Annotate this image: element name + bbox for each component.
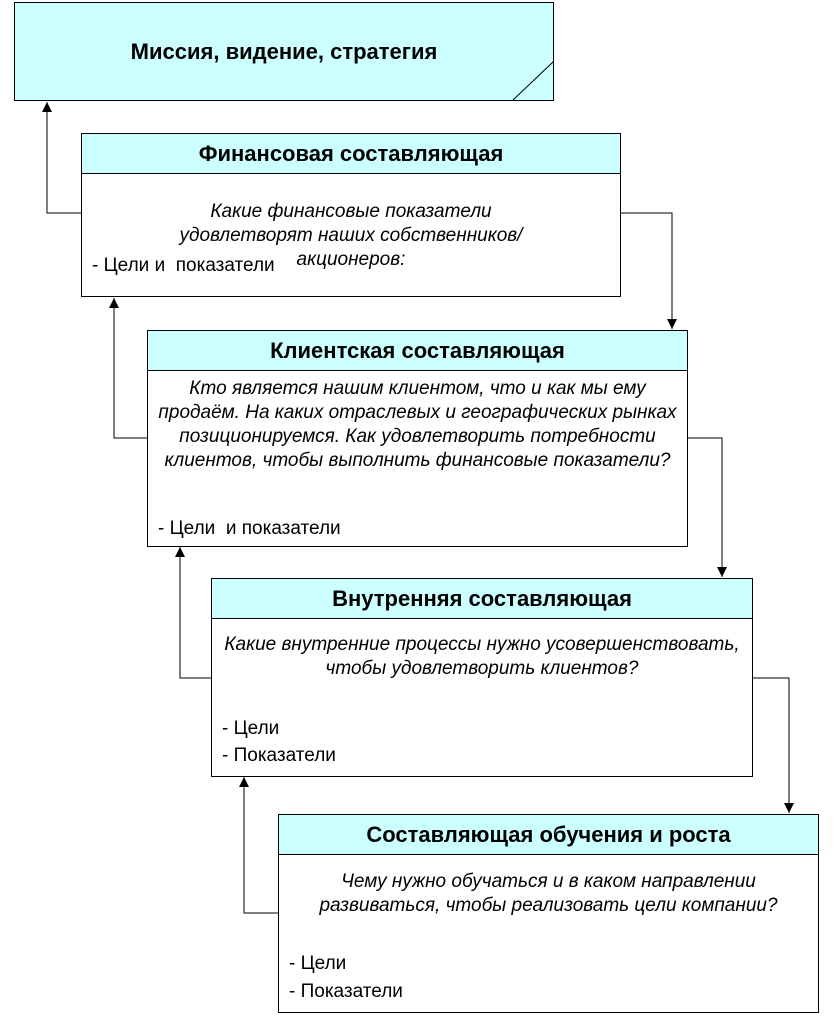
learning-item-indicators: - Показатели bbox=[289, 981, 403, 1002]
client-question: Кто является нашим клиентом, что и как мы ему продаём. На каких отраслевых и географических рынках позиционируемся. Как удовлетворить потребности клиентов, чтобы выполнить финансовые показатели? bbox=[158, 378, 677, 471]
financial-box bbox=[81, 133, 621, 297]
folded-corner-icon bbox=[14, 2, 554, 101]
arrow-internal-to-learning bbox=[752, 678, 789, 813]
mission-box bbox=[14, 2, 554, 101]
arrow-learning-to-internal bbox=[244, 777, 279, 913]
arrow-finance-to-mission bbox=[47, 102, 82, 213]
internal-box bbox=[211, 578, 753, 777]
internal-title: Внутренняя составляющая bbox=[212, 579, 752, 619]
arrow-client-to-finance bbox=[114, 298, 148, 438]
arrow-finance-to-client bbox=[620, 213, 672, 329]
financial-question: Какие финансовые показатели удовлетворят наших собственников/акционеров: bbox=[179, 201, 523, 270]
learning-title: Составляющая обучения и роста bbox=[279, 815, 818, 855]
learning-item-goals: - Цели bbox=[289, 953, 347, 974]
client-box bbox=[147, 330, 688, 547]
learning-question: Чему нужно обучаться и в каком направлении развиваться, чтобы реализовать цели компании? bbox=[319, 871, 778, 916]
client-title: Клиентская составляющая bbox=[148, 331, 687, 371]
financial-item: - Цели и показатели bbox=[92, 255, 275, 276]
internal-question: Какие внутренние процессы нужно усовершенствовать, чтобы удовлетворить клиентов? bbox=[224, 634, 740, 679]
client-item: - Цели и показатели bbox=[158, 518, 341, 539]
learning-box bbox=[278, 814, 819, 1013]
arrow-internal-to-client bbox=[180, 547, 212, 678]
arrow-client-to-internal bbox=[687, 438, 722, 577]
financial-title: Финансовая составляющая bbox=[82, 134, 620, 174]
internal-item-indicators: - Показатели bbox=[222, 745, 336, 766]
mission-title: Миссия, видение, стратегия bbox=[130, 39, 438, 64]
internal-item-goals: - Цели bbox=[222, 718, 280, 739]
